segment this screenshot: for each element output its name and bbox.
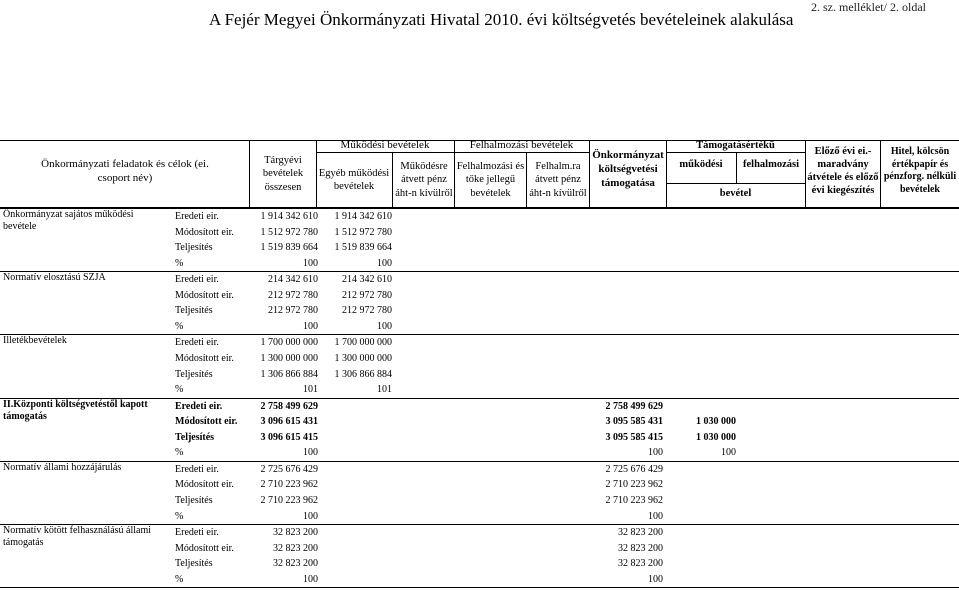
cell-total: 212 972 780 bbox=[268, 305, 318, 317]
cell-budget-support: 100 bbox=[648, 573, 663, 585]
cell-op-other: 1 306 866 884 bbox=[334, 368, 392, 380]
cell-total: 32 823 200 bbox=[273, 527, 318, 538]
row-label: Módosított eir. bbox=[175, 353, 234, 364]
cell-total: 1 306 866 884 bbox=[260, 368, 318, 380]
section-name: Normatív elosztású SZJA bbox=[3, 272, 106, 284]
cell-budget-support: 32 823 200 bbox=[618, 542, 663, 554]
cell-budget-support: 100 bbox=[648, 447, 663, 459]
section-name: Önkormányzat sajátos működési bevétele bbox=[3, 209, 134, 232]
cell-total: 2 710 223 962 bbox=[260, 495, 318, 506]
cell-sv-operating: 100 bbox=[721, 447, 736, 459]
row-label: % bbox=[175, 384, 184, 396]
row-label: Eredeti eir. bbox=[175, 527, 219, 538]
row-label: % bbox=[175, 321, 184, 332]
cell-budget-support: 32 823 200 bbox=[618, 558, 663, 570]
cell-total: 100 bbox=[303, 447, 318, 459]
table-bottom-line bbox=[0, 587, 959, 588]
cell-total: 32 823 200 bbox=[273, 558, 318, 570]
header-budget-support: Önkormányzat költségvetési támogatása bbox=[592, 149, 664, 189]
cell-op-other: 212 972 780 bbox=[342, 289, 392, 301]
cell-total: 1 512 972 780 bbox=[260, 226, 318, 238]
cell-op-other: 1 512 972 780 bbox=[334, 226, 392, 238]
cell-total: 2 758 499 629 bbox=[260, 400, 318, 412]
cell-budget-support: 2 725 676 429 bbox=[605, 463, 663, 475]
header-sv-bottom: bevétel bbox=[719, 188, 752, 200]
cell-budget-support: 3 095 585 415 bbox=[605, 431, 663, 443]
row-label: % bbox=[175, 257, 184, 269]
header-sv-operating: működési bbox=[679, 159, 723, 171]
page-title: A Fejér Megyei Önkormányzati Hivatal 2010. évi költségvetés bevételeinek alakulása bbox=[209, 10, 794, 29]
cell-total: 100 bbox=[303, 257, 318, 269]
header-divider bbox=[249, 140, 250, 207]
cell-total: 3 096 615 415 bbox=[260, 431, 318, 443]
cell-total: 2 710 223 962 bbox=[260, 479, 318, 491]
row-label: Teljesítés bbox=[175, 558, 213, 570]
cell-op-other: 100 bbox=[377, 321, 392, 332]
header-divider bbox=[880, 140, 881, 207]
cell-total: 212 972 780 bbox=[268, 289, 318, 301]
section-name: Normatív állami hozzájárulás bbox=[3, 461, 122, 473]
cell-budget-support: 2 710 223 962 bbox=[605, 495, 663, 506]
cell-op-other: 1 300 000 000 bbox=[334, 353, 392, 364]
cell-total: 101 bbox=[303, 384, 318, 396]
header-cap-transfer: Felhalm.ra átvett pénz áht-n kívülről bbox=[529, 161, 587, 199]
header-prev-year: Előző évi ei.-maradvány átvétele és előző évi kiegészítés bbox=[807, 145, 879, 197]
header-op-transfer: Működésre átvett pénz áht-n kívülről bbox=[395, 161, 453, 199]
cell-total: 100 bbox=[303, 510, 318, 522]
header-loan: Hitel, kölcsön értékpapír és pénzforg. nélküli bevételek bbox=[883, 146, 957, 195]
row-label: Eredeti eir. bbox=[175, 400, 223, 412]
cell-op-other: 1 914 342 610 bbox=[334, 211, 392, 222]
row-label: Teljesítés bbox=[175, 368, 213, 380]
cell-budget-support: 100 bbox=[648, 510, 663, 522]
cell-total: 1 519 839 664 bbox=[260, 242, 318, 254]
cell-total: 2 725 676 429 bbox=[260, 463, 318, 475]
section-name: Normatív kötött felhasználású állami támogatás bbox=[3, 525, 152, 548]
page-subtitle: 2. sz. melléklet/ 2. oldal bbox=[811, 0, 926, 14]
cell-total: 100 bbox=[303, 321, 318, 332]
cell-budget-support: 32 823 200 bbox=[618, 527, 663, 538]
row-label: Teljesítés bbox=[175, 495, 213, 506]
cell-op-other: 214 342 610 bbox=[342, 274, 392, 286]
header-op-other: Egyéb működési bevételek bbox=[318, 167, 390, 192]
header-group-capital: Felhalmozási bevételek bbox=[469, 139, 574, 152]
row-label: Módosított eir. bbox=[175, 416, 238, 428]
row-label: Módosított eir. bbox=[175, 479, 234, 491]
header-group-operating: Működési bevételek bbox=[340, 139, 430, 152]
row-label: % bbox=[175, 510, 184, 522]
cell-budget-support: 2 710 223 962 bbox=[605, 479, 663, 491]
cell-op-other: 1 519 839 664 bbox=[334, 242, 392, 254]
cell-total: 1 700 000 000 bbox=[260, 337, 318, 349]
header-group-support-value: Támogatásértékű bbox=[696, 140, 775, 152]
header-total: Tárgyévi bevételek összesen bbox=[262, 155, 304, 193]
cell-op-other: 1 700 000 000 bbox=[334, 337, 392, 349]
row-label: Teljesítés bbox=[175, 305, 213, 317]
row-label: Eredeti eir. bbox=[175, 274, 219, 286]
row-label: Eredeti eir. bbox=[175, 463, 219, 475]
cell-total: 32 823 200 bbox=[273, 542, 318, 554]
cell-total: 3 096 615 431 bbox=[260, 416, 318, 428]
header-sv-capital: felhalmozási bbox=[743, 159, 799, 171]
section-name: Illetékbevételek bbox=[3, 335, 67, 347]
header-cap-own: Felhalmozási és tőke jellegű bevételek bbox=[456, 161, 525, 199]
cell-op-other: 101 bbox=[377, 384, 392, 396]
header-divider bbox=[392, 152, 393, 207]
cell-sv-operating: 1 030 000 bbox=[696, 431, 736, 443]
section-name: II.Központi költségvetéstől kapott támogatás bbox=[3, 398, 148, 422]
header-task: Önkormányzati feladatok és célok (ei. csoport név) bbox=[41, 158, 209, 184]
row-label: Teljesítés bbox=[175, 431, 215, 443]
cell-total: 100 bbox=[303, 573, 318, 585]
row-label: % bbox=[175, 447, 184, 459]
cell-total: 1 300 000 000 bbox=[260, 353, 318, 364]
cell-total: 214 342 610 bbox=[268, 274, 318, 286]
cell-op-other: 100 bbox=[377, 257, 392, 269]
header-sv-bottom-line bbox=[666, 183, 805, 184]
cell-budget-support: 2 758 499 629 bbox=[605, 400, 663, 412]
row-label: % bbox=[175, 573, 184, 585]
row-label: Eredeti eir. bbox=[175, 337, 219, 349]
row-label: Eredeti eir. bbox=[175, 211, 219, 222]
row-label: Módosított eir. bbox=[175, 226, 234, 238]
cell-sv-operating: 1 030 000 bbox=[696, 416, 736, 428]
row-label: Módosított eir. bbox=[175, 289, 234, 301]
row-label: Módosított eir. bbox=[175, 542, 234, 554]
cell-budget-support: 3 095 585 431 bbox=[605, 416, 663, 428]
cell-total: 1 914 342 610 bbox=[260, 211, 318, 222]
row-label: Teljesítés bbox=[175, 242, 213, 254]
cell-op-other: 212 972 780 bbox=[342, 305, 392, 317]
